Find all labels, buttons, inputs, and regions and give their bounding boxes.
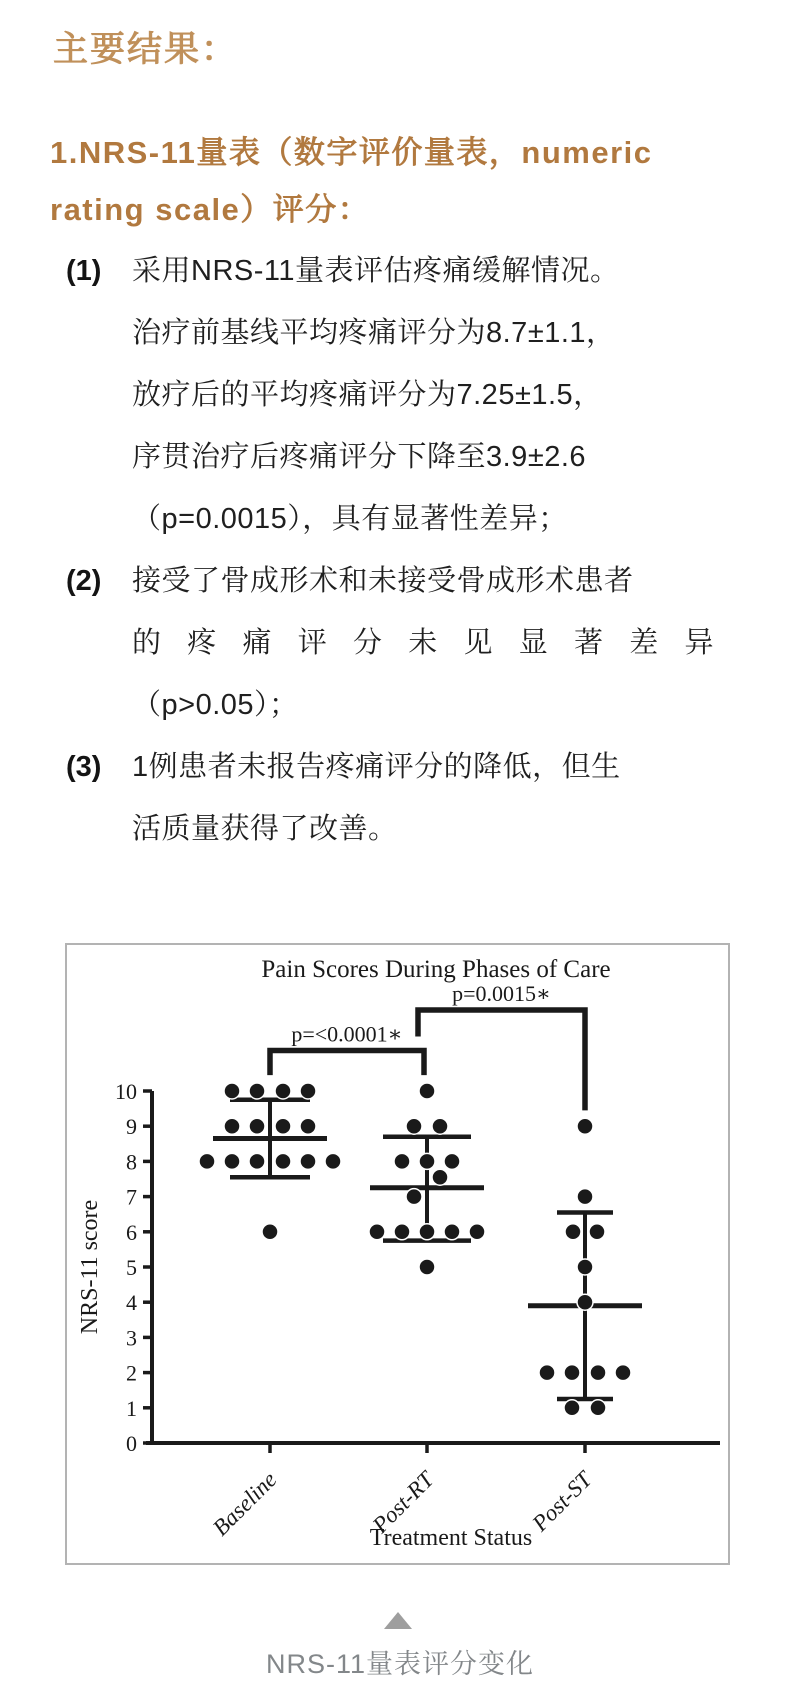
section-heading: [50, 124, 730, 238]
y-tick-label: 0: [126, 1431, 137, 1456]
data-dot: [406, 1118, 422, 1134]
data-dot: [577, 1118, 593, 1134]
text-line: 的疼痛评分未见显著差异: [132, 627, 714, 659]
text-line: （p>0.05）；: [132, 689, 299, 721]
data-dot: [224, 1083, 240, 1099]
data-dot: [589, 1224, 605, 1240]
y-tick-label: 3: [126, 1325, 137, 1351]
data-dot: [469, 1224, 485, 1240]
significance-bracket: [418, 1010, 585, 1110]
y-axis-title: NRS-11 score: [77, 1199, 103, 1335]
chart-title: Pain Scores During Phases of Care: [261, 956, 611, 983]
significance-bracket: [270, 1051, 424, 1076]
text-line: 治疗前基线平均疼痛评分为8.7±1.1，: [132, 317, 616, 349]
page-title: 主要结果：: [53, 29, 239, 70]
y-tick-label: 10: [115, 1079, 137, 1104]
data-dot: [249, 1083, 265, 1099]
data-dot: [224, 1118, 240, 1134]
list-item-2: [66, 550, 714, 736]
data-dot: [406, 1189, 422, 1205]
data-dot: [577, 1189, 593, 1205]
pain-scores-figure: [65, 943, 730, 1565]
data-dot: [199, 1153, 215, 1169]
data-dot: [249, 1118, 265, 1134]
data-dot: [275, 1118, 291, 1134]
data-dot: [590, 1400, 606, 1416]
data-dot: [224, 1153, 240, 1169]
x-axis-title: Treatment Status: [369, 1525, 533, 1551]
data-dot: [577, 1294, 593, 1310]
data-dot: [262, 1224, 278, 1240]
text-line: 1例患者未报告疼痛评分的降低，但生: [132, 751, 621, 783]
data-dot: [325, 1153, 341, 1169]
data-dot: [539, 1365, 555, 1381]
data-dot: [564, 1365, 580, 1381]
data-dot: [300, 1153, 316, 1169]
significance-label: p=<0.0001∗: [291, 1021, 403, 1047]
text-line: 采用NRS-11量表评估疼痛缓解情况。: [132, 255, 620, 287]
caption-arrow-icon: [384, 1612, 412, 1629]
data-dot: [615, 1365, 631, 1381]
item-lines: [132, 240, 714, 550]
data-dot: [394, 1153, 410, 1169]
data-dot: [432, 1118, 448, 1134]
data-dot: [249, 1153, 265, 1169]
x-category-label: Post-RT: [367, 1466, 439, 1538]
data-dot: [590, 1365, 606, 1381]
text-line: 接受了骨成形术和未接受骨成形术患者: [132, 565, 634, 597]
y-tick-label: 2: [126, 1360, 137, 1386]
data-dot: [419, 1259, 435, 1275]
list-item-1: [66, 240, 714, 550]
data-dot: [369, 1224, 385, 1240]
data-dot: [300, 1083, 316, 1099]
item-marker: (2): [66, 565, 102, 597]
item-lines: [132, 550, 714, 736]
data-dot: [275, 1153, 291, 1169]
data-dot: [419, 1083, 435, 1099]
data-dot: [394, 1224, 410, 1240]
section-heading-line-1: 1.NRS-11量表（数字评价量表，numeric: [50, 135, 653, 170]
x-category-label: Post-ST: [527, 1466, 597, 1537]
y-tick-label: 5: [126, 1255, 137, 1280]
y-tick-label: 8: [126, 1149, 137, 1175]
section-heading-line-2: rating scale）评分：: [50, 192, 371, 227]
data-dot: [419, 1224, 435, 1240]
data-dot: [300, 1118, 316, 1134]
y-tick-label: 9: [126, 1114, 137, 1140]
results-list: [66, 240, 714, 860]
text-line: （p=0.0015），具有显著性差异；: [132, 503, 568, 535]
text-line: 序贯治疗后疼痛评分下降至3.9±2.6: [132, 441, 587, 473]
item-marker: (3): [66, 751, 102, 783]
significance-label: p=0.0015∗: [452, 981, 551, 1007]
data-dot: [564, 1400, 580, 1416]
list-item-3: [66, 736, 714, 860]
item-marker: (1): [66, 255, 102, 287]
pain-scores-chart: [67, 945, 728, 1563]
y-tick-label: 6: [126, 1219, 137, 1245]
text-line: 放疗后的平均疼痛评分为7.25±1.5，: [132, 379, 603, 411]
x-category-label: Baseline: [207, 1466, 282, 1541]
data-dot: [432, 1169, 448, 1185]
figure-caption: NRS-11量表评分变化: [265, 1649, 535, 1679]
data-dot: [275, 1083, 291, 1099]
y-tick-label: 4: [126, 1290, 137, 1316]
item-lines: [132, 736, 714, 860]
y-tick-label: 7: [126, 1184, 137, 1210]
data-dot: [577, 1259, 593, 1275]
y-tick-label: 1: [126, 1395, 137, 1421]
text-line: 活质量获得了改善。: [132, 813, 398, 845]
data-dot: [444, 1153, 460, 1169]
data-dot: [444, 1224, 460, 1240]
data-dot: [419, 1153, 435, 1169]
data-dot: [565, 1224, 581, 1240]
